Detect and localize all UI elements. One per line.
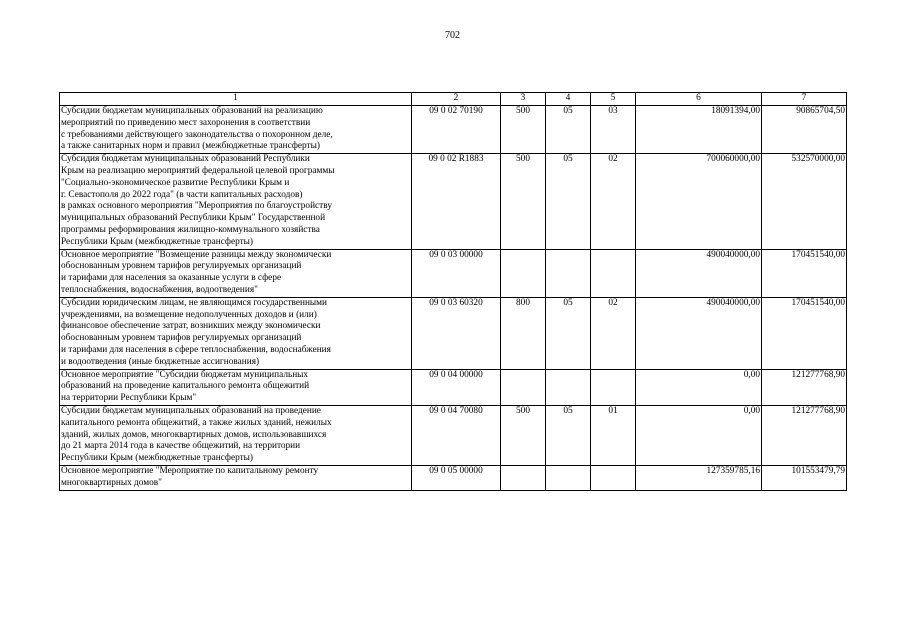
table-row <box>60 297 847 369</box>
row-code: 09 0 03 60320 <box>412 297 501 369</box>
row-amount-7: 121277768,90 <box>762 405 847 465</box>
table-row <box>60 465 847 490</box>
row-col-5: 01 <box>591 405 636 465</box>
row-col-4 <box>546 249 591 297</box>
row-description: Основное мероприятие "Мероприятие по капитальному ремонту многоквартирных домов" <box>60 465 412 490</box>
row-code: 09 0 05 00000 <box>412 465 501 490</box>
row-col-3: 500 <box>501 106 546 154</box>
table-row <box>60 369 847 405</box>
row-amount-7: 121277768,90 <box>762 369 847 405</box>
row-amount-6: 490040000,00 <box>636 297 762 369</box>
row-amount-7: 90865704,50 <box>762 106 847 154</box>
row-description: Субсидия бюджетам муниципальных образований Республики Крым на реализацию мероприятий федеральной целевой программы "Социально-экономическое развитие Республики Крым и г. Севастополя до 2022 года" (в части капитальных расходов) в рамках основного мероприятия "Мероприятия по благоустройству муниципальных образований Республики Крым" Государственной программы реформирования жилищно-коммунального хозяйства Республики Крым (межбюджетные трансферты) <box>60 154 412 249</box>
row-amount-6: 0,00 <box>636 405 762 465</box>
row-description: Основное мероприятие "Возмещение разницы между экономически обоснованным уровнем тарифов регулируемых организаций и тарифами для населения за оказанные услуги в сфере теплоснабжения, водоснабжения, водоотведения" <box>60 249 412 297</box>
row-amount-6: 0,00 <box>636 369 762 405</box>
row-amount-7: 532570000,00 <box>762 154 847 249</box>
row-col-4: 05 <box>546 297 591 369</box>
row-col-5: 03 <box>591 106 636 154</box>
budget-table <box>59 92 847 491</box>
header-col-1: 1 <box>60 93 412 106</box>
row-col-4 <box>546 369 591 405</box>
header-col-3: 3 <box>501 93 546 106</box>
row-amount-7: 170451540,00 <box>762 249 847 297</box>
row-description: Субсидии юридическим лицам, не являющимся государственными учреждениями, на возмещение недополученных доходов и (или) финансовое обеспечение затрат, возникших между экономически обоснованным уровнем тарифов регулируемых организаций и тарифами для населения в сфере теплоснабжения, водоснабжения и водоотведения (иные бюджетные ассигнования) <box>60 297 412 369</box>
row-col-5 <box>591 465 636 490</box>
row-amount-7: 101553479,79 <box>762 465 847 490</box>
row-amount-6: 127359785,16 <box>636 465 762 490</box>
row-amount-6: 700060000,00 <box>636 154 762 249</box>
row-amount-6: 18091394,00 <box>636 106 762 154</box>
row-col-4: 05 <box>546 154 591 249</box>
row-col-3 <box>501 465 546 490</box>
row-col-4: 05 <box>546 405 591 465</box>
row-code: 09 0 04 70080 <box>412 405 501 465</box>
row-description: Основное мероприятие "Субсидии бюджетам муниципальных образований на проведение капитального ремонта общежитий на территории Республики Крым" <box>60 369 412 405</box>
row-col-5 <box>591 369 636 405</box>
row-col-5 <box>591 249 636 297</box>
row-code: 09 0 02 70190 <box>412 106 501 154</box>
row-col-5: 02 <box>591 154 636 249</box>
page-number: 702 <box>445 30 460 41</box>
row-col-3: 800 <box>501 297 546 369</box>
row-code: 09 0 02 R1883 <box>412 154 501 249</box>
row-amount-7: 170451540,00 <box>762 297 847 369</box>
header-col-5: 5 <box>591 93 636 106</box>
row-col-3 <box>501 249 546 297</box>
table-row <box>60 405 847 465</box>
header-col-4: 4 <box>546 93 591 106</box>
row-amount-6: 490040000,00 <box>636 249 762 297</box>
header-col-6: 6 <box>636 93 762 106</box>
header-col-7: 7 <box>762 93 847 106</box>
row-code: 09 0 03 00000 <box>412 249 501 297</box>
row-code: 09 0 04 00000 <box>412 369 501 405</box>
row-col-4 <box>546 465 591 490</box>
table-row <box>60 154 847 249</box>
row-col-3: 500 <box>501 405 546 465</box>
header-row <box>60 93 847 106</box>
row-col-4: 05 <box>546 106 591 154</box>
header-col-2: 2 <box>412 93 501 106</box>
row-col-3: 500 <box>501 154 546 249</box>
row-col-3 <box>501 369 546 405</box>
row-description: Субсидии бюджетам муниципальных образований на реализацию мероприятий по приведению мест захоронения в соответствии с требованиями действующего законодательства о похоронном деле, а также санитарных норм и правил (межбюджетные трансферты) <box>60 106 412 154</box>
table-row <box>60 106 847 154</box>
table-row <box>60 249 847 297</box>
row-col-5: 02 <box>591 297 636 369</box>
row-description: Субсидии бюджетам муниципальных образований на проведение капитального ремонта общежитий, а также жилых зданий, нежилых зданий, жилых домов, многоквартирных домов, использовавшихся до 21 марта 2014 года в качестве общежитий, на территории Республики Крым (межбюджетные трансферты) <box>60 405 412 465</box>
